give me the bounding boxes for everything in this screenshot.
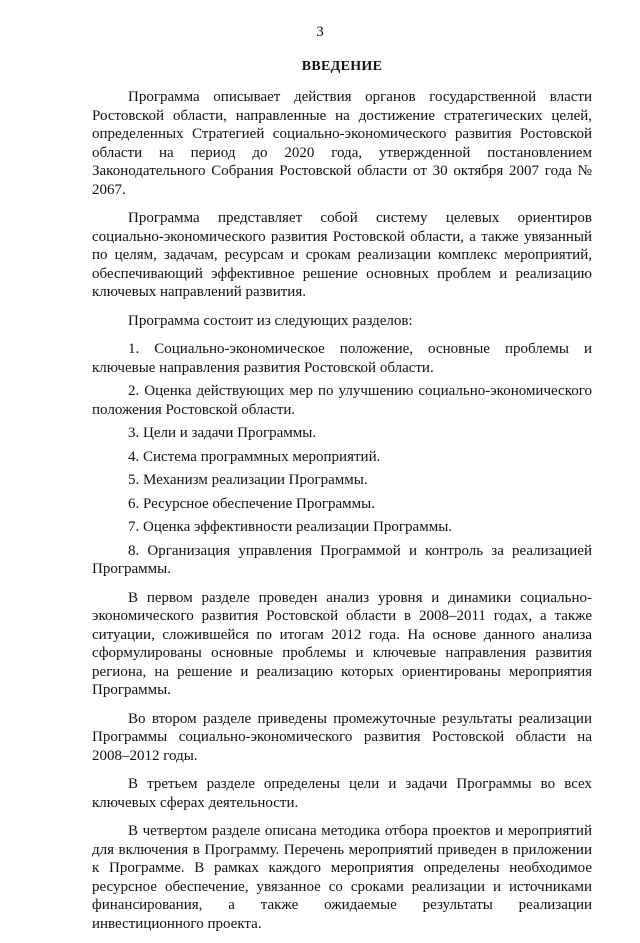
list-item-section-6: 6. Ресурсное обеспечение Программы.	[128, 495, 375, 512]
paragraph-first-section: В первом разделе проведен анализ уровня и динамики социально-экономического развития Ростовской области в 2008–2011 годах, а также ситуации, сложившейся по итогам 2012 года. На основе данного анализа сформулированы основные проблемы и ключевые направления развития региона, на решение и реализацию которых ориентированы мероприятия Программы.	[92, 589, 592, 698]
paragraph-third-section: В третьем разделе определены цели и задачи Программы во всех ключевых сферах деятельности.	[92, 776, 592, 811]
list-item-section-8: 8. Организация управления Программой и контроль за реализацией Программы.	[92, 542, 592, 577]
list-item-section-5: 5. Механизм реализации Программы.	[128, 472, 368, 488]
list-item-section-7: 7. Оценка эффективности реализации Программы.	[128, 519, 453, 535]
paragraph-sections-intro: Программа состоит из следующих разделов:	[128, 312, 413, 329]
list-item-section-1: 1. Социально-экономическое положение, основные проблемы и ключевые направления развития Ростовской области.	[92, 341, 592, 376]
list-item-section-3: 3. Цели и задачи Программы.	[128, 425, 317, 441]
list-item-section-4: 4. Система программных мероприятий.	[128, 448, 381, 465]
section-heading: ВВЕДЕНИЕ	[301, 59, 383, 74]
paragraph-second-section: Во втором разделе приведены промежуточные результаты реализации Программы социально-экономического развития Ростовской области на 2008–2012 годы.	[92, 710, 592, 764]
list-item-section-2: 2. Оценка действующих мер по улучшению социально-экономического положения Ростовской области.	[92, 383, 592, 418]
page-number: 3	[316, 24, 324, 40]
body-text	[92, 88, 592, 943]
paragraph-fourth-section: В четвертом разделе описана методика отбора проектов и мероприятий для включения в Программу. Перечень мероприятий приведен в приложении к Программе. В рамках каждого мероприятия определены необходимое ресурсное обеспечение, увязанное со сроками реализации и источниками финансирования, а также ожидаемые результаты реализации инвестиционного проекта.	[92, 823, 592, 932]
paragraph-intro: Программа описывает действия органов государственной власти Ростовской области, направленные на достижение стратегических целей, определенных Стратегией социально-экономического развития Ростовской области на период до 2020 года, утвержденной постановлением Законодательного Собрания Ростовской области от 30 октября 2007 года № 2067.	[92, 89, 592, 198]
paragraph-system: Программа представляет собой систему целевых ориентиров социально-экономического развития Ростовской области, а также увязанный по целям, задачам, ресурсам и срокам реализации комплекс мероприятий, обеспечивающий эффективное решение основных проблем и реализацию ключевых направлений развития.	[92, 210, 592, 300]
